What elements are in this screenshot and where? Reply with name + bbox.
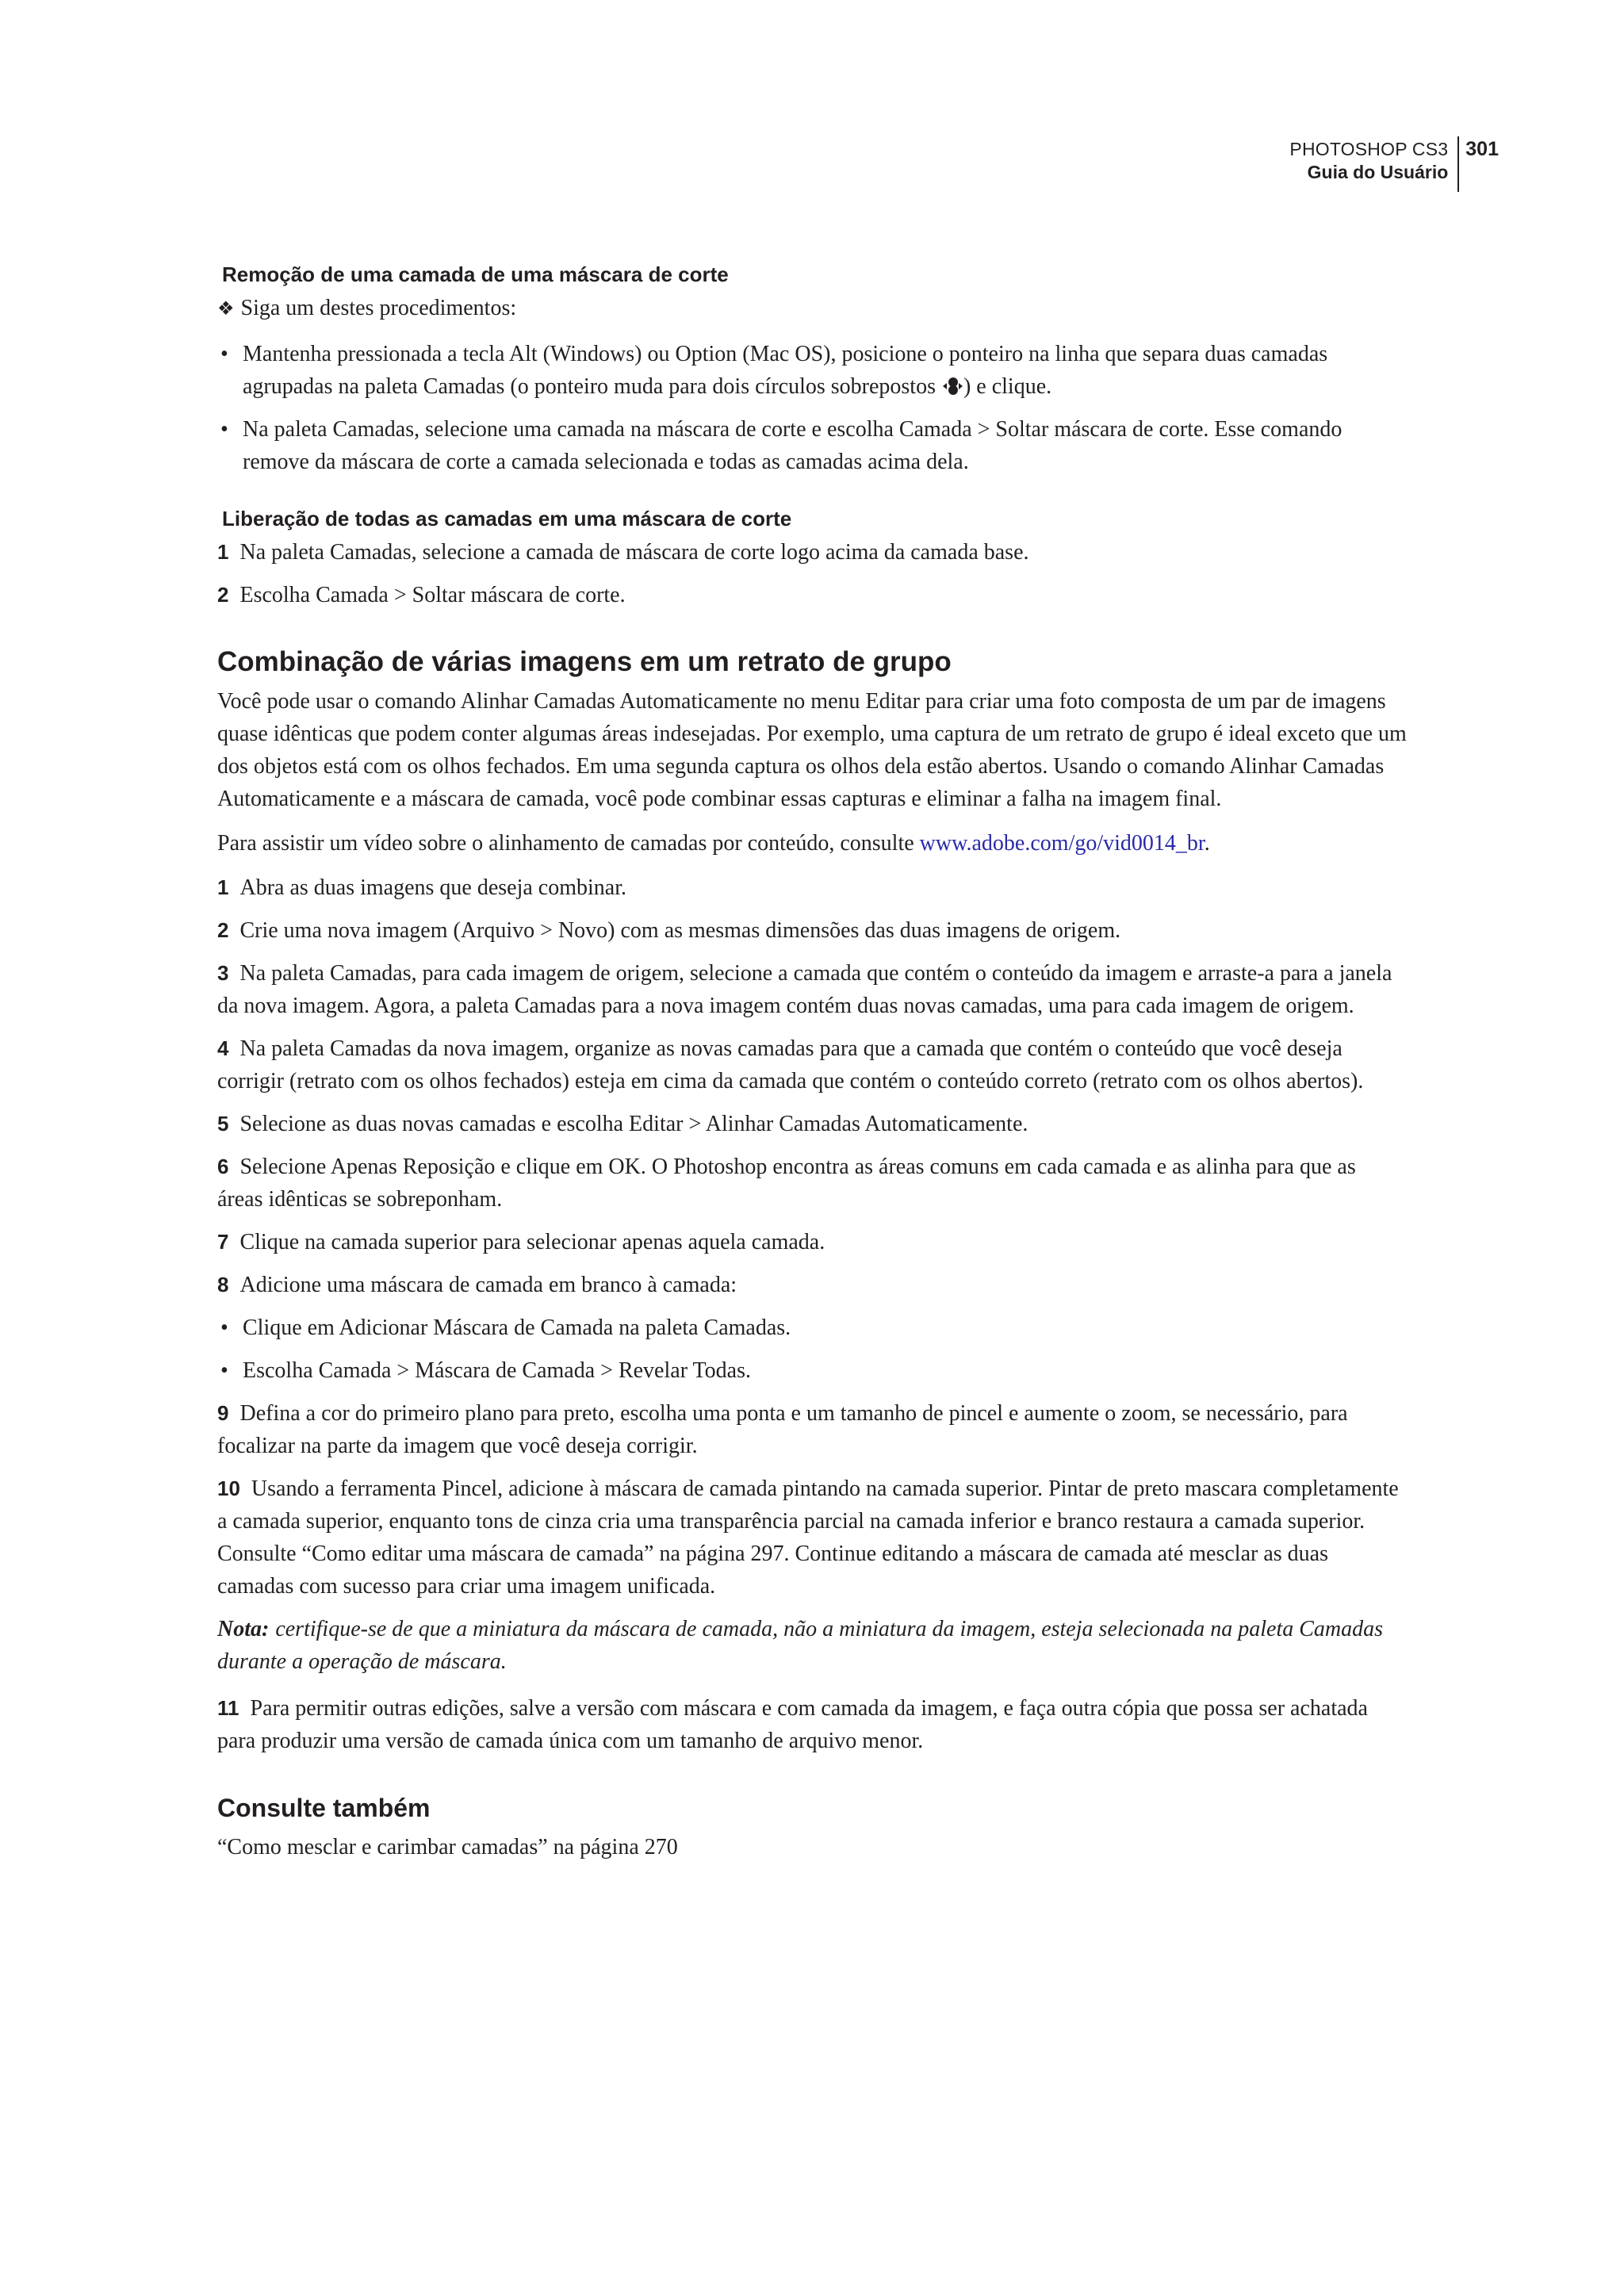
running-head xyxy=(1289,136,1459,192)
bullet-text-part1: Mantenha pressionada a tecla Alt (Windows) ou Option (Mac OS), posicione o ponteiro na linha que separa duas camadas agrupadas na paleta Camadas (o ponteiro muda para dois círculos sobrepostos xyxy=(243,342,1328,399)
step-item xyxy=(217,1108,1407,1140)
step-item xyxy=(217,1269,1407,1301)
bullet-dot: • xyxy=(220,1316,228,1340)
step-item xyxy=(217,579,1407,611)
video-text: Para assistir um vídeo sobre o alinhamento de camadas por conteúdo, consulte xyxy=(217,831,920,856)
step-text: Clique na camada superior para selecionar apenas aquela camada. xyxy=(239,1230,825,1254)
procedure-intro-text: Siga um destes procedimentos: xyxy=(240,296,517,320)
four-diamond-bullet-icon: ❖ xyxy=(217,299,235,320)
bullet-text: Clique em Adicionar Máscara de Camada na paleta Camadas. xyxy=(243,1316,791,1340)
step-number: 2 xyxy=(217,918,229,942)
procedure-intro xyxy=(217,292,1407,326)
note xyxy=(217,1613,1407,1678)
step-number: 6 xyxy=(217,1155,229,1178)
list-item xyxy=(217,338,1407,403)
step-item xyxy=(217,536,1407,569)
overlapping-circles-pointer-icon xyxy=(941,373,963,394)
section-heading-release-layers: Liberação de todas as camadas em uma máscara de corte xyxy=(222,507,792,530)
product-name: PHOTOSHOP CS3 xyxy=(1289,139,1449,159)
step-number: 1 xyxy=(217,875,229,899)
see-also-link[interactable]: “Como mesclar e carimbar camadas” na página 270 xyxy=(217,1835,678,1859)
step-number: 3 xyxy=(217,961,229,985)
step-number: 2 xyxy=(217,583,229,607)
step-number: 11 xyxy=(217,1696,239,1720)
step-text: Adicione uma máscara de camada em branco à camada: xyxy=(239,1273,737,1297)
step-item xyxy=(217,1692,1407,1757)
step-number: 5 xyxy=(217,1112,229,1136)
page-number: 301 xyxy=(1465,138,1499,160)
bullet-text: Na paleta Camadas, selecione uma camada na máscara de corte e escolha Camada > Soltar máscara de corte. Esse comando remove da máscara de corte a camada selecionada e todas as camadas acima dela. xyxy=(243,417,1342,474)
step-item xyxy=(217,1151,1407,1216)
guide-title: Guia do Usuário xyxy=(1307,162,1449,182)
step-number: 10 xyxy=(217,1476,240,1500)
step-text: Abra as duas imagens que deseja combinar. xyxy=(239,875,626,900)
step-text: Na paleta Camadas, para cada imagem de origem, selecione a camada que contém o conteúdo da imagem e arraste-a para a janela da nova imagem. Agora, a paleta Camadas para a nova imagem contém duas novas camadas, uma para cada imagem de origem. xyxy=(217,961,1392,1018)
step-text: Defina a cor do primeiro plano para preto, escolha uma ponta e um tamanho de pincel e aumente o zoom, se necessário, para focalizar na parte da imagem que você deseja corrigir. xyxy=(217,1401,1348,1458)
step-item xyxy=(217,1473,1407,1603)
see-also-heading: Consulte também xyxy=(217,1794,431,1822)
note-text: certifique-se de que a miniatura da máscara de camada, não a miniatura da imagem, esteja selecionada na paleta Camadas durante a operação de máscara. xyxy=(217,1617,1384,1674)
section-heading-group-portrait: Combinação de várias imagens em um retrato de grupo xyxy=(217,646,952,677)
bullet-dot: • xyxy=(220,417,228,442)
video-paragraph xyxy=(217,827,1407,860)
step-text: Selecione Apenas Reposição e clique em OK. O Photoshop encontra as áreas comuns em cada camada e as alinha para que as áreas idênticas se sobreponham. xyxy=(217,1155,1356,1212)
video-link[interactable]: www.adobe.com/go/vid0014_br xyxy=(919,831,1205,856)
bullet-text-part2: ) e clique. xyxy=(963,374,1052,399)
step-number: 9 xyxy=(217,1401,229,1425)
step-item xyxy=(217,1226,1407,1258)
step-text: Crie uma nova imagem (Arquivo > Novo) com as mesmas dimensões das duas imagens de origem. xyxy=(239,918,1121,943)
step-item xyxy=(217,914,1407,947)
step-number: 1 xyxy=(217,540,229,564)
note-label: Nota: xyxy=(217,1617,270,1641)
list-item xyxy=(217,1354,1407,1387)
page-header xyxy=(1289,136,1499,192)
step-text: Para permitir outras edições, salve a versão com máscara e com camada da imagem, e faça outra cópia que possa ser achatada para produzir uma versão de camada única com um tamanho de arquivo menor. xyxy=(217,1696,1368,1753)
list-item xyxy=(217,413,1407,478)
step-text: Na paleta Camadas da nova imagem, organize as novas camadas para que a camada que contém o conteúdo que você deseja corrigir (retrato com os olhos fechados) esteja em cima da camada que contém o conteúdo correto (retrato com os olhos abertos). xyxy=(217,1036,1364,1093)
bullet-dot: • xyxy=(220,1358,228,1383)
section-heading-remove-layer: Remoção de uma camada de uma máscara de corte xyxy=(222,262,729,286)
list-item xyxy=(217,1312,1407,1344)
step-item xyxy=(217,1397,1407,1462)
step-text: Usando a ferramenta Pincel, adicione à máscara de camada pintando na camada superior. Pintar de preto mascara completamente a camada superior, enquanto tons de cinza cria uma transparência parcial na camada inferior e branco restaura a camada superior. Consulte “Como editar uma máscara de camada” na página 297. Continue editando a máscara de camada até mesclar as duas camadas com sucesso para criar uma imagem unificada. xyxy=(217,1476,1399,1599)
video-text-end: . xyxy=(1204,831,1210,856)
step-text: Selecione as duas novas camadas e escolha Editar > Alinhar Camadas Automaticamente. xyxy=(239,1112,1028,1136)
step-text: Escolha Camada > Soltar máscara de corte. xyxy=(239,583,626,607)
step-number: 8 xyxy=(217,1273,229,1296)
bullet-text: Escolha Camada > Máscara de Camada > Revelar Todas. xyxy=(243,1358,751,1383)
step-number: 7 xyxy=(217,1230,229,1254)
body-paragraph: Você pode usar o comando Alinhar Camadas Automaticamente no menu Editar para criar uma foto composta de um par de imagens quase idênticas que podem conter algumas áreas indesejadas. Por exemplo, uma captura de um retrato de grupo é ideal exceto que um dos objetos está com os olhos fechados. Em uma segunda captura os olhos dela estão abertos. Usando o comando Alinhar Camadas Automaticamente e a máscara de camada, você pode combinar essas capturas e eliminar a falha na imagem final. xyxy=(217,689,1407,811)
step-item xyxy=(217,871,1407,904)
step-number: 4 xyxy=(217,1036,229,1060)
step-item xyxy=(217,957,1407,1022)
step-item xyxy=(217,1032,1407,1097)
bullet-dot: • xyxy=(220,342,228,366)
step-text: Na paleta Camadas, selecione a camada de máscara de corte logo acima da camada base. xyxy=(239,540,1029,565)
page-content xyxy=(217,262,1407,1875)
